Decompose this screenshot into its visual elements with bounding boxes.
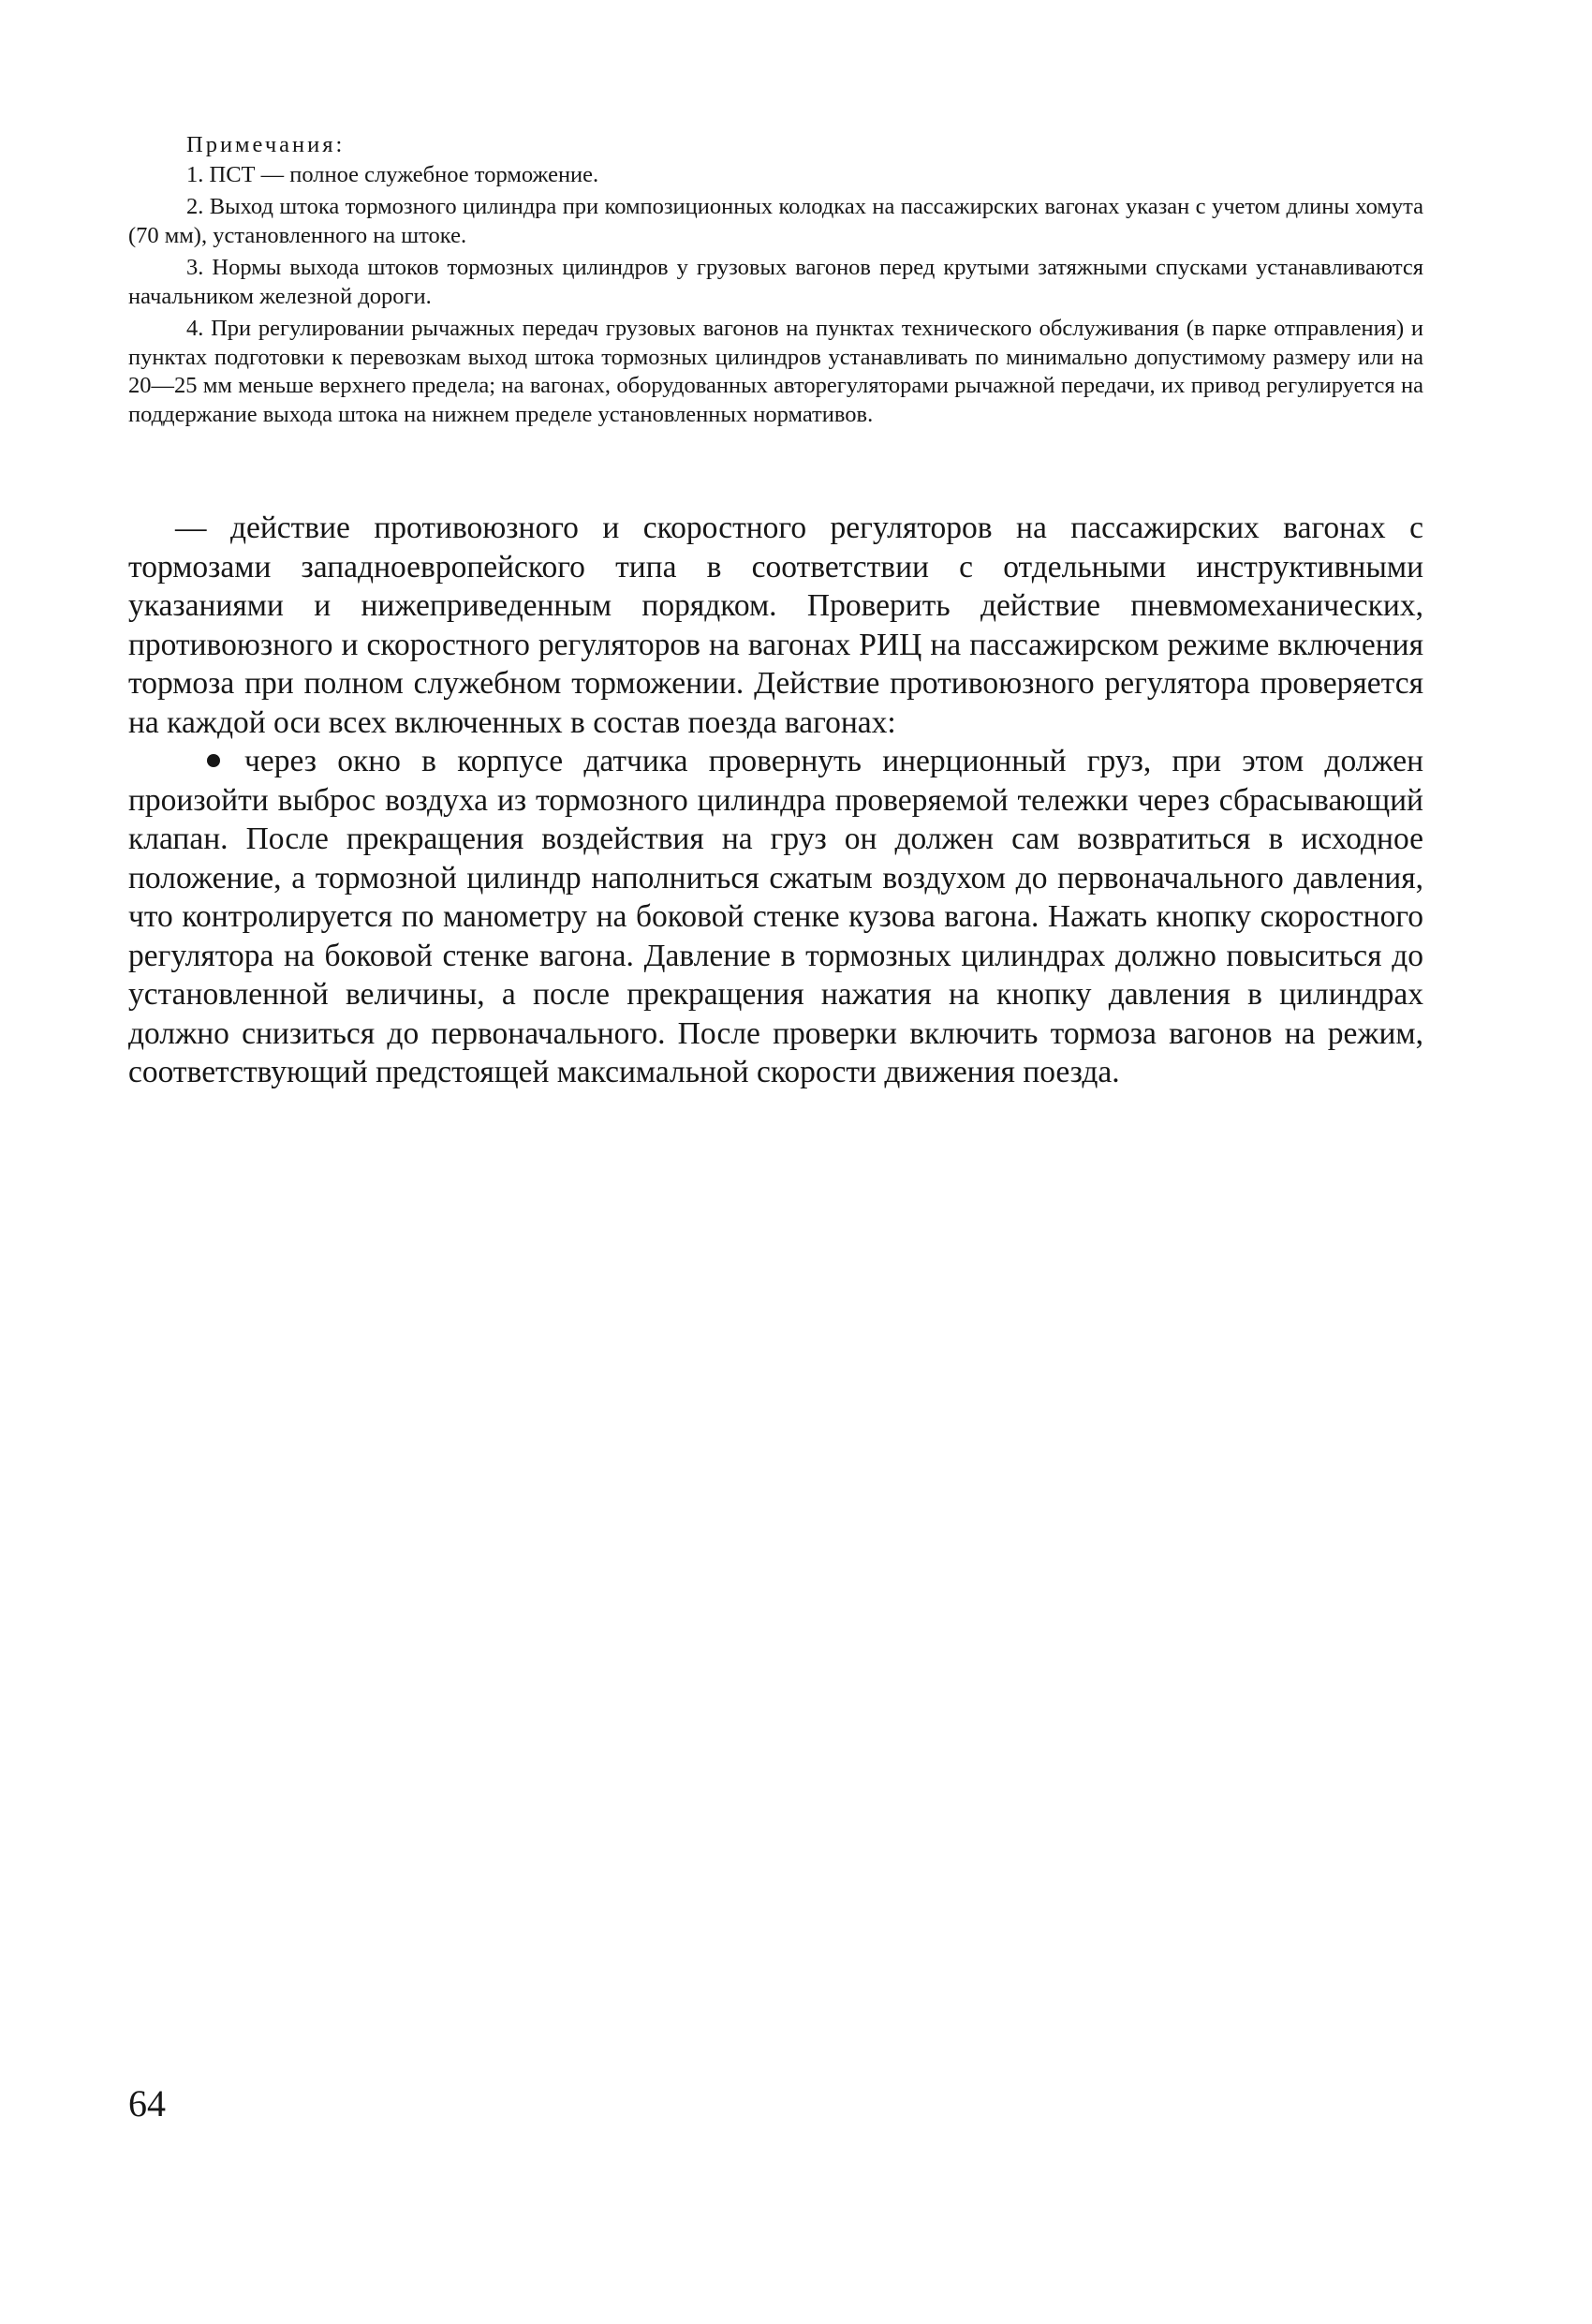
body-paragraph: — действие противоюзного и скоростного регуляторов на пассажирских вагонах с тормозами западноевропейского типа в соответствии с отдельными инструктивными указаниями и нижеприведенным порядком. Проверить действие пневмомеханических, противоюзного и скоростного регуляторов на вагонах РИЦ на пассажирском режиме включения тормоза при полном служебном торможении. Действие противоюзного регулятора проверяется на каждой оси всех включенных в состав поезда вагонах: (128, 511, 1423, 740)
bullet-item-text: через окно в корпусе датчика провернуть инерционный груз, при этом должен произойти выброс воздуха из тормозного цилиндра проверяемой тележки через сбрасывающий клапан. После прекращения воздействия на груз он должен сам возвратиться в исходное положение, а тормозной цилиндр наполниться сжатым воздухом до первоначального давления, что контролируется по манометру на боковой стенке кузова вагона. Нажать кнопку скоростного регулятора на боковой стенке вагона. Давление в тормозных цилиндрах должно повыситься до установленной величины, а после прекращения нажатия на кнопку давления в цилиндрах должно снизиться до первоначального. После проверки включить тормоза вагонов на режим, соответствующий предстоящей максимальной скорости движения поезда. (128, 744, 1423, 1089)
note-item-1: 1. ПСТ — полное служебное торможение. (186, 161, 599, 187)
note-item-4: 4. При регулировании рычажных передач грузовых вагонов на пунктах технического обслуживания (в парке отправления) и пунктах подготовки к перевозкам выход штока тормозных цилиндров устанавливать по минимально допустимому размеру или на 20—25 мм меньше верхнего предела; на вагонах, оборудованных авторегуляторами рычажной передачи, их привод регулируется на поддержание выхода штока на нижнем пределе установленных нормативов. (128, 316, 1423, 427)
page-number: 64 (128, 2082, 166, 2124)
main-text (128, 509, 1423, 1092)
bullet-icon (207, 754, 220, 767)
bullet-list-item (128, 742, 1423, 1092)
notes-section (128, 131, 1423, 433)
note-item-2: 2. Выход штока тормозного цилиндра при композиционных колодках на пассажирских вагонах указан с учетом длины хомута (70 мм), установленного на штоке. (128, 194, 1423, 248)
note-item-3: 3. Нормы выхода штоков тормозных цилиндров у грузовых вагонов перед крутыми затяжными спусками устанавливаются начальником железной дороги. (128, 255, 1423, 309)
notes-heading: Примечания: (186, 132, 346, 157)
